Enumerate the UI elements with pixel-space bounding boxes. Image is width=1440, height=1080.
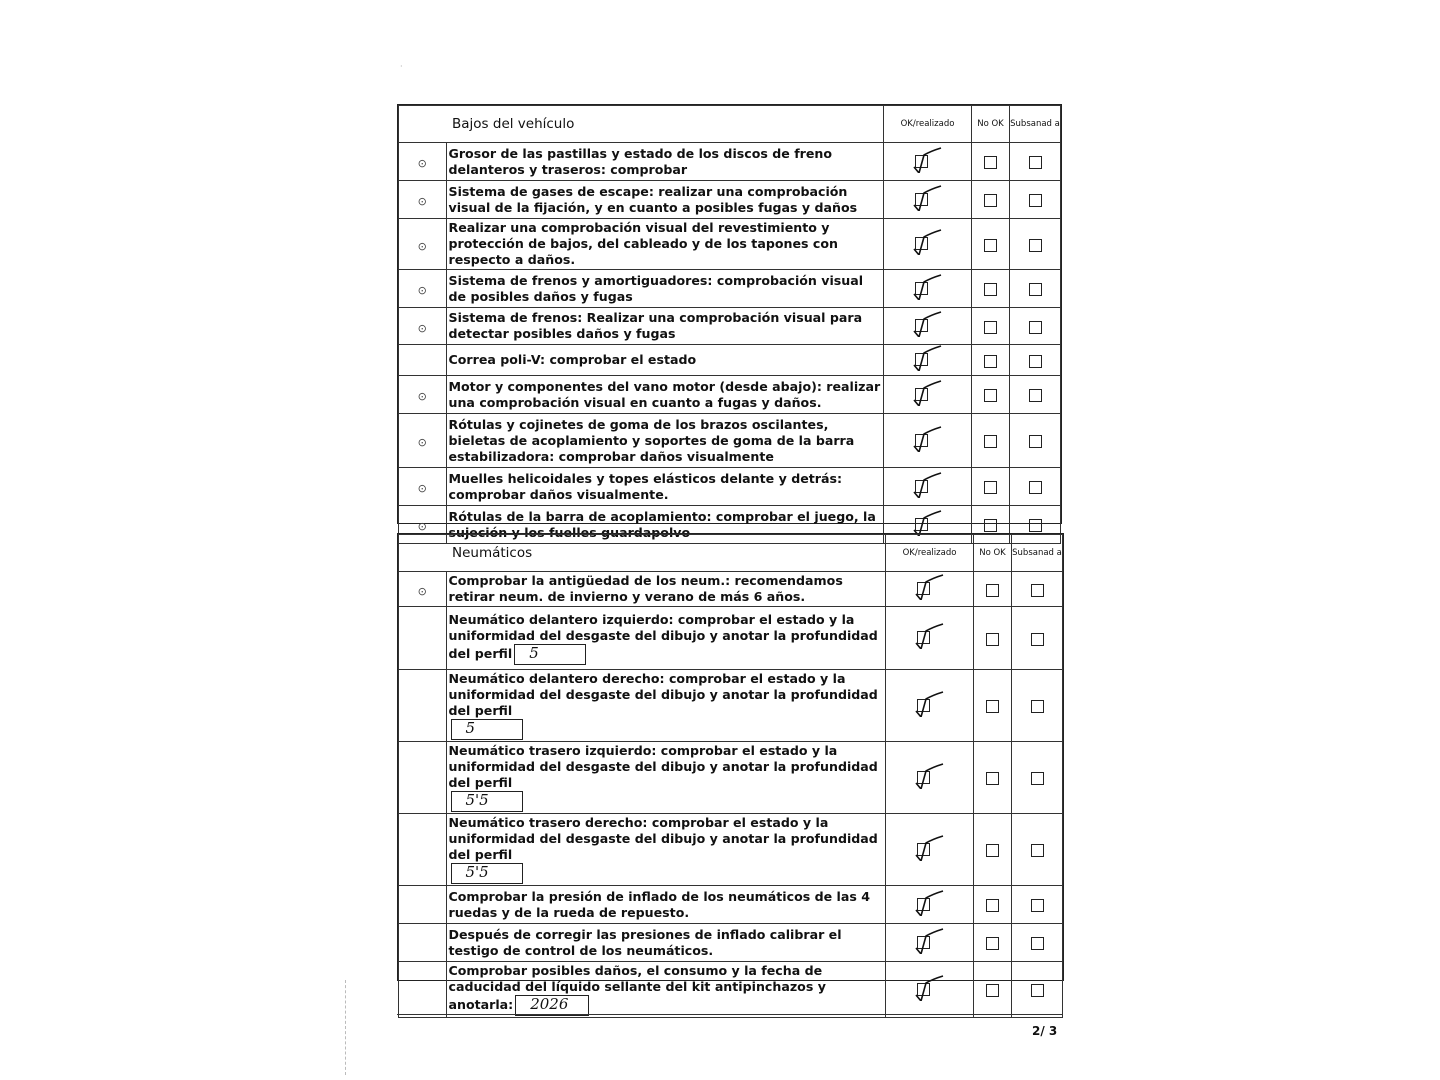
check-mark-icon [913,691,947,717]
check-item-label: Rótulas y cojinetes de goma de los brazos oscilantes, bieletas de acoplamiento y soportes de goma de la barra estabilizadora: comprobar daños visualmente [448,416,855,464]
section-title: Bajos del vehículo [446,106,884,143]
handwritten-value: 5 [465,719,476,737]
column-header-no-ok: No OK [972,106,1010,143]
ok-checkbox[interactable] [911,185,945,211]
ok-checkbox[interactable] [913,691,947,717]
handwritten-value-field[interactable] [451,719,523,740]
column-header-ok: OK/realizado [886,535,974,572]
no-ok-checkbox[interactable] [984,283,997,296]
check-item-label: Sistema de frenos: Realizar una comprobación visual para detectar posibles daños y fugas [448,310,863,341]
table-row [399,143,1061,181]
ok-checkbox[interactable] [911,426,945,452]
no-ok-checkbox[interactable] [984,435,997,448]
check-item [446,345,884,376]
check-item [446,468,884,506]
check-mark-icon [911,274,945,300]
table-row [399,270,1061,308]
no-ok-checkbox[interactable] [986,584,999,597]
handwritten-value-field[interactable] [514,644,586,665]
page-number: 2/ 3 [1032,1024,1058,1038]
section-bajos-vehiculo [397,104,1062,540]
no-ok-checkbox[interactable] [986,899,999,912]
check-mark-icon [911,510,945,536]
check-item [446,143,884,181]
table-row [399,181,1061,219]
no-ok-checkbox[interactable] [986,772,999,785]
subsanado-checkbox[interactable] [1031,633,1044,646]
table-row [399,345,1061,376]
check-mark-icon [911,426,945,452]
handwritten-value: 5'5 [465,791,489,809]
check-mark-icon [913,928,947,954]
table-row [399,308,1061,345]
handwritten-value: 2026 [530,995,569,1013]
ok-checkbox[interactable] [911,229,945,255]
handwritten-value-field[interactable] [451,863,523,884]
section-title: Neumáticos [446,535,886,572]
table-row [399,962,1063,1018]
ok-checkbox[interactable] [911,472,945,498]
table-row [399,924,1063,962]
check-mark-icon [913,574,947,600]
check-mark-icon [913,623,947,649]
visual-inspection-icon: ⊙ [417,321,427,335]
check-item [446,376,884,414]
subsanado-checkbox[interactable] [1029,156,1042,169]
table-row [399,814,1063,886]
subsanado-checkbox[interactable] [1029,239,1042,252]
check-mark-icon [913,763,947,789]
subsanado-checkbox[interactable] [1031,772,1044,785]
table-row [399,742,1063,814]
visual-inspection-icon: ⊙ [417,482,427,495]
stray-mark: · [400,62,403,71]
check-item-label: Rótulas de la barra de acoplamiento: comprobar el juego, la sujeción y los fuelles guardapolvo [448,508,876,540]
check-item-label: Neumático trasero izquierdo: comprobar el estado y la uniformidad del desgaste del dibujo y anotar la profundidad del perfil [448,743,878,790]
ok-checkbox[interactable] [911,311,945,337]
no-ok-checkbox[interactable] [986,633,999,646]
ok-checkbox[interactable] [911,510,945,536]
check-item [446,814,886,886]
table-row [399,414,1061,468]
check-item-label: Neumático delantero izquierdo: comprobar el estado y la uniformidad del desgaste del dibujo y anotar la profundidad del perfil [448,611,878,661]
section-neumaticos [397,533,1064,1013]
handwritten-value-field[interactable] [515,995,589,1016]
check-mark-icon [911,185,945,211]
column-header-no-ok: No OK [974,535,1012,572]
no-ok-checkbox[interactable] [984,321,997,334]
table-row [399,376,1061,414]
table-row [399,670,1063,742]
check-item-label: Comprobar posibles daños, el consumo y la fecha de caducidad del líquido sellante del kit antipinchazos y anotarla: [448,963,826,1012]
check-mark-icon [911,311,945,337]
margin-line [345,980,347,1075]
visual-inspection-icon: ⊙ [417,157,427,170]
table-row [399,607,1063,670]
check-item-label: Sistema de gases de escape: realizar una comprobación visual de la fijación, y en cuanto a posibles fugas y daños [448,183,858,215]
ok-checkbox[interactable] [913,763,947,789]
check-mark-icon [911,472,945,498]
visual-inspection-icon: ⊙ [417,584,427,598]
check-mark-icon [913,890,947,916]
ok-checkbox[interactable] [911,345,945,371]
ok-checkbox[interactable] [913,574,947,600]
check-item-label: Después de corregir las presiones de inflado calibrar el testigo de control de los neumáticos. [448,926,842,958]
subsanado-checkbox[interactable] [1029,435,1042,448]
subsanado-checkbox[interactable] [1031,937,1044,950]
table-row [399,219,1061,270]
table-row [399,572,1063,607]
column-header-subsanado: Subsanad a [1012,535,1063,572]
ok-checkbox[interactable] [913,890,947,916]
check-mark-icon [911,229,945,255]
handwritten-value: 5'5 [465,863,489,881]
column-header-subsanado: Subsanad a [1010,106,1061,143]
handwritten-value-field[interactable] [451,791,523,812]
visual-inspection-icon: ⊙ [417,239,427,253]
check-mark-icon [913,975,947,1001]
no-ok-checkbox[interactable] [986,984,999,997]
ok-checkbox[interactable] [911,380,945,406]
subsanado-checkbox[interactable] [1029,321,1042,334]
no-ok-checkbox[interactable] [986,844,999,857]
check-mark-icon [911,380,945,406]
no-ok-checkbox[interactable] [984,519,997,532]
check-item-label: Realizar una comprobación visual del revestimiento y protección de bajos, del cableado y de los tapones con respecto a daños. [448,220,838,267]
check-item-label: Sistema de frenos y amortiguadores: comprobación visual de posibles daños y fugas [448,272,864,304]
ok-checkbox[interactable] [913,975,947,1001]
table-row [399,468,1061,506]
check-item [446,572,886,607]
check-item-label: Grosor de las pastillas y estado de los discos de freno delanteros y traseros: comprobar [448,145,833,177]
no-ok-checkbox[interactable] [986,700,999,713]
subsanado-checkbox[interactable] [1029,481,1042,494]
check-item [446,742,886,814]
subsanado-checkbox[interactable] [1029,194,1042,207]
subsanado-checkbox[interactable] [1029,519,1042,532]
check-item [446,924,886,962]
visual-inspection-icon: ⊙ [417,195,427,208]
check-item-label: Comprobar la presión de inflado de los neumáticos de las 4 ruedas y de la rueda de repuesto. [448,888,871,920]
visual-inspection-icon: ⊙ [417,436,427,449]
visual-inspection-icon: ⊙ [417,520,427,533]
visual-inspection-icon: ⊙ [417,390,427,403]
table-row [399,886,1063,924]
check-mark-icon [911,147,945,173]
subsanado-checkbox[interactable] [1031,584,1044,597]
column-header-ok: OK/realizado [884,106,972,143]
visual-inspection-icon: ⊙ [417,284,427,297]
subsanado-checkbox[interactable] [1031,700,1044,713]
check-item [446,308,884,345]
no-ok-checkbox[interactable] [984,355,997,368]
check-item [446,219,884,270]
check-item-label: Correa poli-V: comprobar el estado [448,352,697,367]
no-ok-checkbox[interactable] [984,389,997,402]
check-item [446,270,884,308]
check-item [446,670,886,742]
section-header [399,106,1061,143]
section-header [399,535,1063,572]
no-ok-checkbox[interactable] [984,194,997,207]
no-ok-checkbox[interactable] [984,239,997,252]
ok-checkbox[interactable] [913,928,947,954]
no-ok-checkbox[interactable] [984,156,997,169]
no-ok-checkbox[interactable] [984,481,997,494]
ok-checkbox[interactable] [913,835,947,861]
check-item [446,886,886,924]
no-ok-checkbox[interactable] [986,937,999,950]
subsanado-checkbox[interactable] [1029,389,1042,402]
ok-checkbox[interactable] [911,147,945,173]
check-item-label: Muelles helicoidales y topes elásticos delante y detrás: comprobar daños visualmente. [448,470,843,502]
check-item-label: Motor y componentes del vano motor (desde abajo): realizar una comprobación visual en cuanto a fugas y daños. [448,378,881,410]
handwritten-value: 5 [529,643,539,662]
check-mark-icon [911,345,945,371]
subsanado-checkbox[interactable] [1029,355,1042,368]
checklist-table [398,534,1063,1018]
subsanado-checkbox[interactable] [1031,844,1044,857]
subsanado-checkbox[interactable] [1031,984,1044,997]
ok-checkbox[interactable] [911,274,945,300]
check-item-label: Comprobar la antigüedad de los neum.: recomendamos retirar neum. de invierno y verano de más 6 años. [448,573,843,604]
check-item-label: Neumático trasero derecho: comprobar el estado y la uniformidad del desgaste del dibujo y anotar la profundidad del perfil [448,815,878,862]
subsanado-checkbox[interactable] [1029,283,1042,296]
check-mark-icon [913,835,947,861]
checklist-table [398,105,1061,544]
check-item [446,414,884,468]
check-item [446,607,886,670]
check-item-label: Neumático delantero derecho: comprobar el estado y la uniformidad del desgaste del dibujo y anotar la profundidad del perfil [448,671,878,718]
subsanado-checkbox[interactable] [1031,899,1044,912]
check-item [446,962,886,1018]
footer-divider [397,1014,1063,1015]
ok-checkbox[interactable] [913,623,947,649]
check-item [446,181,884,219]
